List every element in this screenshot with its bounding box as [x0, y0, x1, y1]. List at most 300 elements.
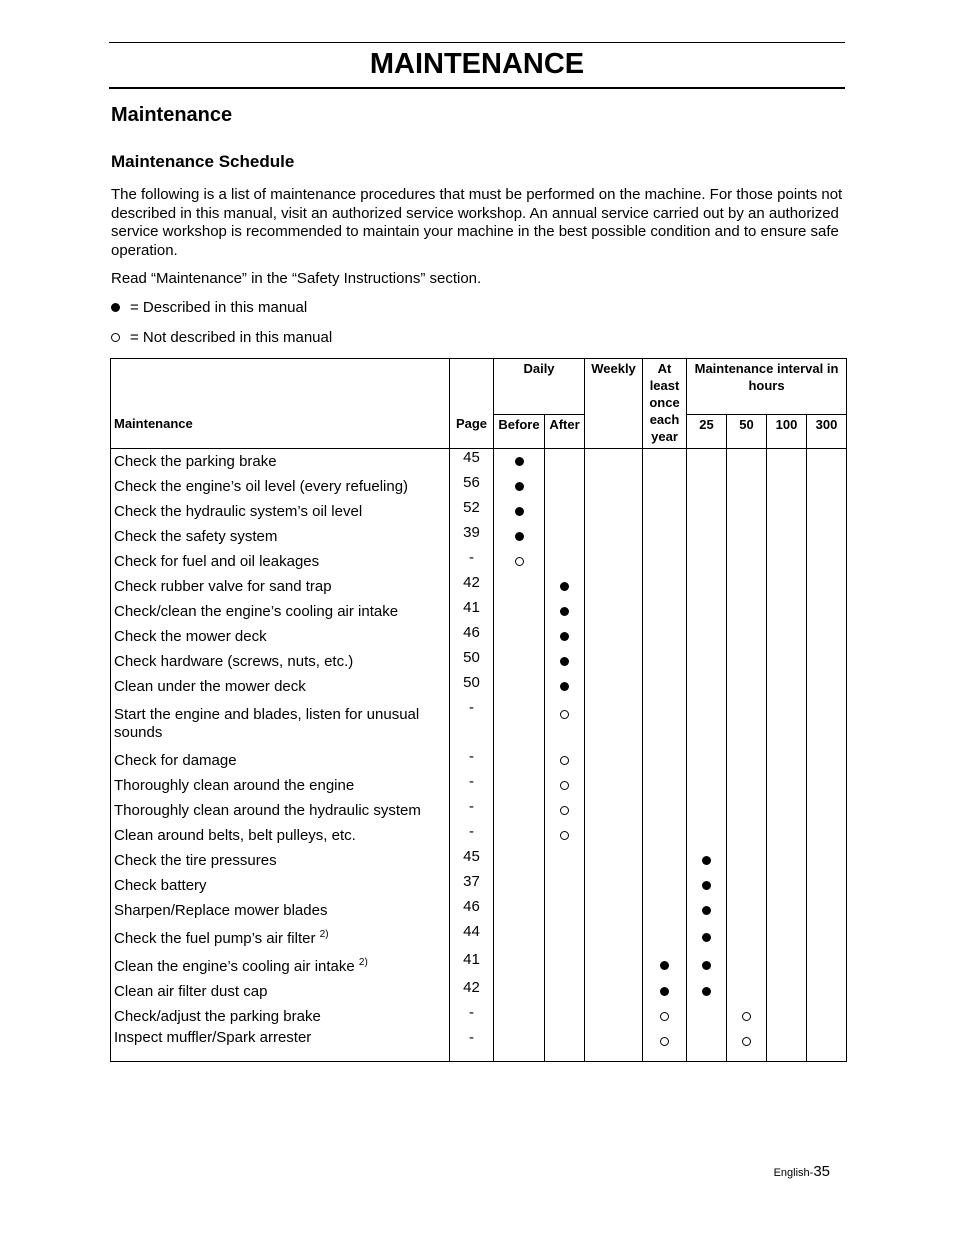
- interval-cell-weekly: [585, 823, 643, 848]
- maintenance-schedule-table: [110, 358, 847, 1062]
- filled-bullet-icon: [660, 987, 669, 996]
- task-cell: [111, 599, 450, 624]
- interval-cell-h50: [727, 979, 767, 1004]
- task-label: Clean under the mower deck: [114, 677, 306, 695]
- interval-cell-h100: [767, 524, 807, 549]
- table-row: [111, 474, 847, 499]
- interval-cell-h300: [807, 549, 847, 574]
- interval-cell-weekly: [585, 923, 643, 951]
- table-row: [111, 599, 847, 624]
- table-row: [111, 898, 847, 923]
- filled-bullet-icon: [660, 961, 669, 970]
- table-row: [111, 923, 847, 951]
- filled-bullet-icon: [515, 457, 524, 466]
- interval-cell-yearly: [643, 574, 687, 599]
- interval-cell-h300: [807, 524, 847, 549]
- hollow-bullet-icon: [515, 557, 524, 566]
- interval-cell-h50: [727, 951, 767, 979]
- interval-cell-h300: [807, 499, 847, 524]
- interval-cell-h100: [767, 624, 807, 649]
- hollow-bullet-icon: [660, 1037, 669, 1046]
- table-row: [111, 823, 847, 848]
- interval-cell-weekly: [585, 979, 643, 1004]
- hollow-bullet-icon: [560, 710, 569, 719]
- interval-cell-h100: [767, 449, 807, 475]
- interval-cell-h50: [727, 798, 767, 823]
- interval-cell-weekly: [585, 1004, 643, 1029]
- filled-bullet-icon: [560, 632, 569, 641]
- table-row: [111, 649, 847, 674]
- page-ref-cell: -: [450, 823, 494, 848]
- interval-cell-h25: [687, 923, 727, 951]
- page-ref-cell: -: [450, 748, 494, 773]
- interval-cell-h100: [767, 823, 807, 848]
- interval-cell-before: [494, 848, 545, 873]
- filled-bullet-icon: [560, 607, 569, 616]
- col-header-50: 50: [727, 415, 767, 449]
- page-ref-cell: 42: [450, 574, 494, 599]
- interval-cell-before: [494, 699, 545, 748]
- interval-cell-weekly: [585, 499, 643, 524]
- task-label: Sharpen/Replace mower blades: [114, 901, 328, 919]
- task-label: Thoroughly clean around the engine: [114, 776, 355, 794]
- interval-cell-h300: [807, 823, 847, 848]
- task-label: Check the hydraulic system’s oil level: [114, 502, 363, 520]
- interval-cell-h50: [727, 873, 767, 898]
- interval-cell-h300: [807, 748, 847, 773]
- interval-cell-yearly: [643, 699, 687, 748]
- table-row: [111, 1004, 847, 1029]
- interval-cell-h50: [727, 574, 767, 599]
- interval-cell-before: [494, 499, 545, 524]
- task-cell: [111, 549, 450, 574]
- interval-cell-weekly: [585, 951, 643, 979]
- task-cell: [111, 574, 450, 599]
- interval-cell-after: [545, 873, 585, 898]
- interval-cell-h100: [767, 848, 807, 873]
- interval-cell-h50: [727, 773, 767, 798]
- interval-cell-yearly: [643, 549, 687, 574]
- table-row: [111, 449, 847, 475]
- interval-cell-h25: [687, 823, 727, 848]
- task-cell: [111, 449, 450, 475]
- filled-bullet-icon: [560, 657, 569, 666]
- interval-cell-before: [494, 1004, 545, 1029]
- interval-cell-after: [545, 624, 585, 649]
- page-ref-cell: 45: [450, 449, 494, 475]
- table-row: [111, 951, 847, 979]
- interval-cell-h300: [807, 798, 847, 823]
- interval-cell-before: [494, 923, 545, 951]
- task-cell: [111, 773, 450, 798]
- interval-cell-h25: [687, 499, 727, 524]
- interval-cell-h100: [767, 649, 807, 674]
- task-cell: [111, 524, 450, 549]
- page-footer: [774, 1163, 830, 1180]
- interval-cell-before: [494, 898, 545, 923]
- interval-cell-weekly: [585, 549, 643, 574]
- interval-cell-h25: [687, 649, 727, 674]
- task-cell: [111, 979, 450, 1004]
- table-row: [111, 574, 847, 599]
- task-cell: [111, 951, 450, 979]
- interval-cell-after: [545, 1029, 585, 1062]
- interval-cell-after: [545, 923, 585, 951]
- task-cell: [111, 674, 450, 699]
- col-header-before: Before: [494, 415, 545, 449]
- interval-cell-yearly: [643, 923, 687, 951]
- task-cell: [111, 848, 450, 873]
- interval-cell-weekly: [585, 773, 643, 798]
- page-ref-cell: 56: [450, 474, 494, 499]
- interval-cell-yearly: [643, 674, 687, 699]
- interval-cell-yearly: [643, 1029, 687, 1062]
- interval-cell-h25: [687, 699, 727, 748]
- interval-cell-after: [545, 524, 585, 549]
- interval-cell-h25: [687, 549, 727, 574]
- interval-cell-h300: [807, 574, 847, 599]
- interval-cell-yearly: [643, 624, 687, 649]
- interval-cell-h300: [807, 474, 847, 499]
- filled-bullet-icon: [515, 532, 524, 541]
- task-label: Check the engine’s oil level (every refueling): [114, 477, 409, 495]
- interval-cell-h50: [727, 599, 767, 624]
- header-rule-bottom: [109, 87, 845, 89]
- interval-cell-h300: [807, 649, 847, 674]
- interval-cell-after: [545, 898, 585, 923]
- col-header-after: After: [545, 415, 585, 449]
- task-label: Start the engine and blades, listen for unusual sounds: [114, 705, 420, 741]
- interval-cell-h50: [727, 624, 767, 649]
- interval-cell-h300: [807, 923, 847, 951]
- interval-cell-h100: [767, 923, 807, 951]
- interval-cell-after: [545, 773, 585, 798]
- interval-cell-weekly: [585, 649, 643, 674]
- interval-cell-before: [494, 474, 545, 499]
- interval-cell-h25: [687, 674, 727, 699]
- interval-cell-after: [545, 574, 585, 599]
- interval-cell-yearly: [643, 979, 687, 1004]
- interval-cell-yearly: [643, 748, 687, 773]
- interval-cell-after: [545, 549, 585, 574]
- interval-cell-h100: [767, 1004, 807, 1029]
- page-ref-cell: 45: [450, 848, 494, 873]
- col-header-page: Page: [450, 359, 494, 449]
- interval-cell-h25: [687, 951, 727, 979]
- interval-cell-h50: [727, 923, 767, 951]
- interval-cell-yearly: [643, 898, 687, 923]
- interval-cell-before: [494, 1029, 545, 1062]
- legend-not-described: [111, 329, 332, 346]
- task-label: Thoroughly clean around the hydraulic system: [114, 801, 421, 819]
- interval-cell-after: [545, 951, 585, 979]
- interval-cell-after: [545, 449, 585, 475]
- interval-cell-h100: [767, 951, 807, 979]
- task-cell: [111, 923, 450, 951]
- table-row: [111, 748, 847, 773]
- filled-bullet-icon: [702, 881, 711, 890]
- interval-cell-weekly: [585, 624, 643, 649]
- filled-bullet-icon: [702, 961, 711, 970]
- table-row: [111, 798, 847, 823]
- task-cell: [111, 1029, 450, 1062]
- filled-bullet-icon: [111, 303, 120, 312]
- interval-cell-h100: [767, 674, 807, 699]
- interval-cell-h25: [687, 474, 727, 499]
- task-cell: [111, 699, 450, 748]
- interval-cell-h100: [767, 898, 807, 923]
- footer-language: English-: [773, 1167, 814, 1179]
- interval-cell-weekly: [585, 873, 643, 898]
- col-header-300: 300: [807, 415, 847, 449]
- interval-cell-yearly: [643, 474, 687, 499]
- interval-cell-weekly: [585, 574, 643, 599]
- page-ref-cell: -: [450, 549, 494, 574]
- intro-paragraph: The following is a list of maintenance procedures that must be performed on the machine. For those points not described in this manual, visit an authorized service workshop. An annual service carried out by an authorized service workshop is recommended to maintain your machine in the best possible condition and to ensure safe operation.: [111, 186, 843, 259]
- interval-cell-after: [545, 748, 585, 773]
- footnote-marker: 2): [319, 929, 329, 940]
- interval-cell-before: [494, 624, 545, 649]
- task-label: Clean air filter dust cap: [114, 982, 268, 1000]
- interval-cell-yearly: [643, 848, 687, 873]
- page-ref-cell: 41: [450, 599, 494, 624]
- task-label: Check the tire pressures: [114, 851, 277, 869]
- interval-cell-h300: [807, 951, 847, 979]
- page-ref-cell: 50: [450, 649, 494, 674]
- filled-bullet-icon: [560, 682, 569, 691]
- legend-not-described-label: = Not described in this manual: [130, 329, 333, 346]
- interval-cell-yearly: [643, 449, 687, 475]
- interval-cell-before: [494, 674, 545, 699]
- page-ref-cell: 46: [450, 898, 494, 923]
- interval-cell-weekly: [585, 1029, 643, 1062]
- interval-cell-yearly: [643, 599, 687, 624]
- interval-cell-h50: [727, 1004, 767, 1029]
- interval-cell-weekly: [585, 474, 643, 499]
- interval-cell-after: [545, 499, 585, 524]
- hollow-bullet-icon: [742, 1037, 751, 1046]
- page-ref-cell: 46: [450, 624, 494, 649]
- interval-cell-h50: [727, 524, 767, 549]
- col-header-100: 100: [767, 415, 807, 449]
- interval-cell-h25: [687, 1029, 727, 1062]
- filled-bullet-icon: [560, 582, 569, 591]
- hollow-bullet-icon: [742, 1012, 751, 1021]
- interval-cell-after: [545, 649, 585, 674]
- interval-cell-before: [494, 449, 545, 475]
- interval-cell-weekly: [585, 848, 643, 873]
- page-ref-cell: 50: [450, 674, 494, 699]
- interval-cell-h100: [767, 474, 807, 499]
- page-ref-cell: -: [450, 1004, 494, 1029]
- page-ref-cell: 42: [450, 979, 494, 1004]
- interval-cell-yearly: [643, 524, 687, 549]
- page-ref-cell: 44: [450, 923, 494, 951]
- interval-cell-h50: [727, 674, 767, 699]
- interval-cell-h25: [687, 773, 727, 798]
- schedule-rows: [111, 449, 847, 1062]
- col-header-weekly: Weekly: [585, 359, 643, 449]
- table-row: [111, 873, 847, 898]
- task-cell: [111, 823, 450, 848]
- interval-cell-h25: [687, 1004, 727, 1029]
- interval-cell-before: [494, 979, 545, 1004]
- page-ref-cell: 41: [450, 951, 494, 979]
- interval-cell-h100: [767, 798, 807, 823]
- interval-cell-after: [545, 699, 585, 748]
- filled-bullet-icon: [515, 482, 524, 491]
- filled-bullet-icon: [702, 906, 711, 915]
- task-label: Check/adjust the parking brake: [114, 1007, 321, 1025]
- task-label: Check rubber valve for sand trap: [114, 577, 332, 595]
- interval-cell-before: [494, 798, 545, 823]
- footnote-marker: 2): [358, 957, 368, 968]
- interval-cell-h50: [727, 748, 767, 773]
- hollow-bullet-icon: [560, 781, 569, 790]
- interval-cell-h25: [687, 798, 727, 823]
- task-cell: [111, 898, 450, 923]
- interval-cell-h25: [687, 873, 727, 898]
- page-ref-cell: -: [450, 1029, 494, 1062]
- interval-cell-h100: [767, 574, 807, 599]
- interval-cell-h300: [807, 873, 847, 898]
- interval-cell-h50: [727, 549, 767, 574]
- page-ref-cell: 39: [450, 524, 494, 549]
- table-row: [111, 524, 847, 549]
- interval-cell-weekly: [585, 748, 643, 773]
- interval-cell-h50: [727, 499, 767, 524]
- table-row: [111, 848, 847, 873]
- interval-cell-h100: [767, 979, 807, 1004]
- interval-cell-before: [494, 773, 545, 798]
- interval-cell-yearly: [643, 649, 687, 674]
- page-subheading: Maintenance Schedule: [111, 152, 295, 171]
- task-cell: [111, 499, 450, 524]
- interval-cell-h100: [767, 1029, 807, 1062]
- interval-cell-h50: [727, 823, 767, 848]
- interval-cell-h100: [767, 499, 807, 524]
- interval-cell-yearly: [643, 873, 687, 898]
- task-cell: [111, 624, 450, 649]
- interval-cell-before: [494, 549, 545, 574]
- interval-cell-yearly: [643, 499, 687, 524]
- interval-cell-before: [494, 748, 545, 773]
- task-label: Check for damage: [114, 751, 237, 769]
- page-heading: Maintenance: [111, 104, 233, 126]
- interval-cell-after: [545, 674, 585, 699]
- hollow-bullet-icon: [560, 831, 569, 840]
- col-header-daily: Daily: [494, 359, 585, 415]
- task-label: Check the parking brake: [114, 452, 277, 470]
- interval-cell-h100: [767, 699, 807, 748]
- page-ref-cell: -: [450, 699, 494, 748]
- task-cell: [111, 649, 450, 674]
- interval-cell-yearly: [643, 951, 687, 979]
- interval-cell-h25: [687, 599, 727, 624]
- interval-cell-after: [545, 599, 585, 624]
- table-row: [111, 699, 847, 748]
- filled-bullet-icon: [702, 856, 711, 865]
- interval-cell-before: [494, 574, 545, 599]
- interval-cell-h50: [727, 848, 767, 873]
- table-row: [111, 979, 847, 1004]
- col-header-yearly: At least once each year: [643, 359, 687, 449]
- col-header-maintenance: Maintenance: [111, 359, 450, 449]
- interval-cell-after: [545, 798, 585, 823]
- interval-cell-h50: [727, 699, 767, 748]
- interval-cell-after: [545, 823, 585, 848]
- page-ref-cell: -: [450, 798, 494, 823]
- hollow-bullet-icon: [660, 1012, 669, 1021]
- table-row: [111, 1029, 847, 1062]
- interval-cell-h25: [687, 898, 727, 923]
- task-label: Inspect muffler/Spark arrester: [114, 1029, 312, 1046]
- filled-bullet-icon: [702, 987, 711, 996]
- interval-cell-h50: [727, 474, 767, 499]
- interval-cell-yearly: [643, 798, 687, 823]
- interval-cell-weekly: [585, 674, 643, 699]
- interval-cell-weekly: [585, 699, 643, 748]
- interval-cell-h25: [687, 979, 727, 1004]
- interval-cell-h25: [687, 748, 727, 773]
- interval-cell-after: [545, 848, 585, 873]
- interval-cell-after: [545, 474, 585, 499]
- interval-cell-before: [494, 951, 545, 979]
- interval-cell-h300: [807, 848, 847, 873]
- interval-cell-h100: [767, 773, 807, 798]
- page-ref-cell: 52: [450, 499, 494, 524]
- table-row: [111, 549, 847, 574]
- interval-cell-h300: [807, 449, 847, 475]
- page-ref-cell: -: [450, 773, 494, 798]
- interval-cell-h300: [807, 674, 847, 699]
- task-label: Check the mower deck: [114, 627, 267, 645]
- interval-cell-h50: [727, 1029, 767, 1062]
- interval-cell-weekly: [585, 798, 643, 823]
- task-label: Check the safety system: [114, 527, 278, 545]
- interval-cell-h25: [687, 574, 727, 599]
- task-cell: [111, 1004, 450, 1029]
- interval-cell-h25: [687, 449, 727, 475]
- interval-cell-h50: [727, 449, 767, 475]
- interval-cell-after: [545, 979, 585, 1004]
- col-header-25: 25: [687, 415, 727, 449]
- hollow-bullet-icon: [111, 333, 120, 342]
- interval-cell-h300: [807, 773, 847, 798]
- read-note: Read “Maintenance” in the “Safety Instructions” section.: [111, 270, 482, 287]
- interval-cell-weekly: [585, 898, 643, 923]
- task-label: Check the fuel pump’s air filter: [114, 930, 316, 947]
- hollow-bullet-icon: [560, 806, 569, 815]
- legend-described: [111, 299, 307, 316]
- interval-cell-h300: [807, 1029, 847, 1062]
- interval-cell-before: [494, 524, 545, 549]
- task-label: Check for fuel and oil leakages: [114, 552, 320, 570]
- interval-cell-yearly: [643, 773, 687, 798]
- interval-cell-before: [494, 649, 545, 674]
- interval-cell-h25: [687, 848, 727, 873]
- task-label: Clean the engine’s cooling air intake: [114, 958, 355, 975]
- task-label: Clean around belts, belt pulleys, etc.: [114, 826, 356, 844]
- hollow-bullet-icon: [560, 756, 569, 765]
- table-row: [111, 773, 847, 798]
- task-cell: [111, 748, 450, 773]
- interval-cell-h300: [807, 979, 847, 1004]
- legend-described-label: = Described in this manual: [130, 299, 308, 316]
- interval-cell-weekly: [585, 599, 643, 624]
- table-row: [111, 499, 847, 524]
- interval-cell-h300: [807, 599, 847, 624]
